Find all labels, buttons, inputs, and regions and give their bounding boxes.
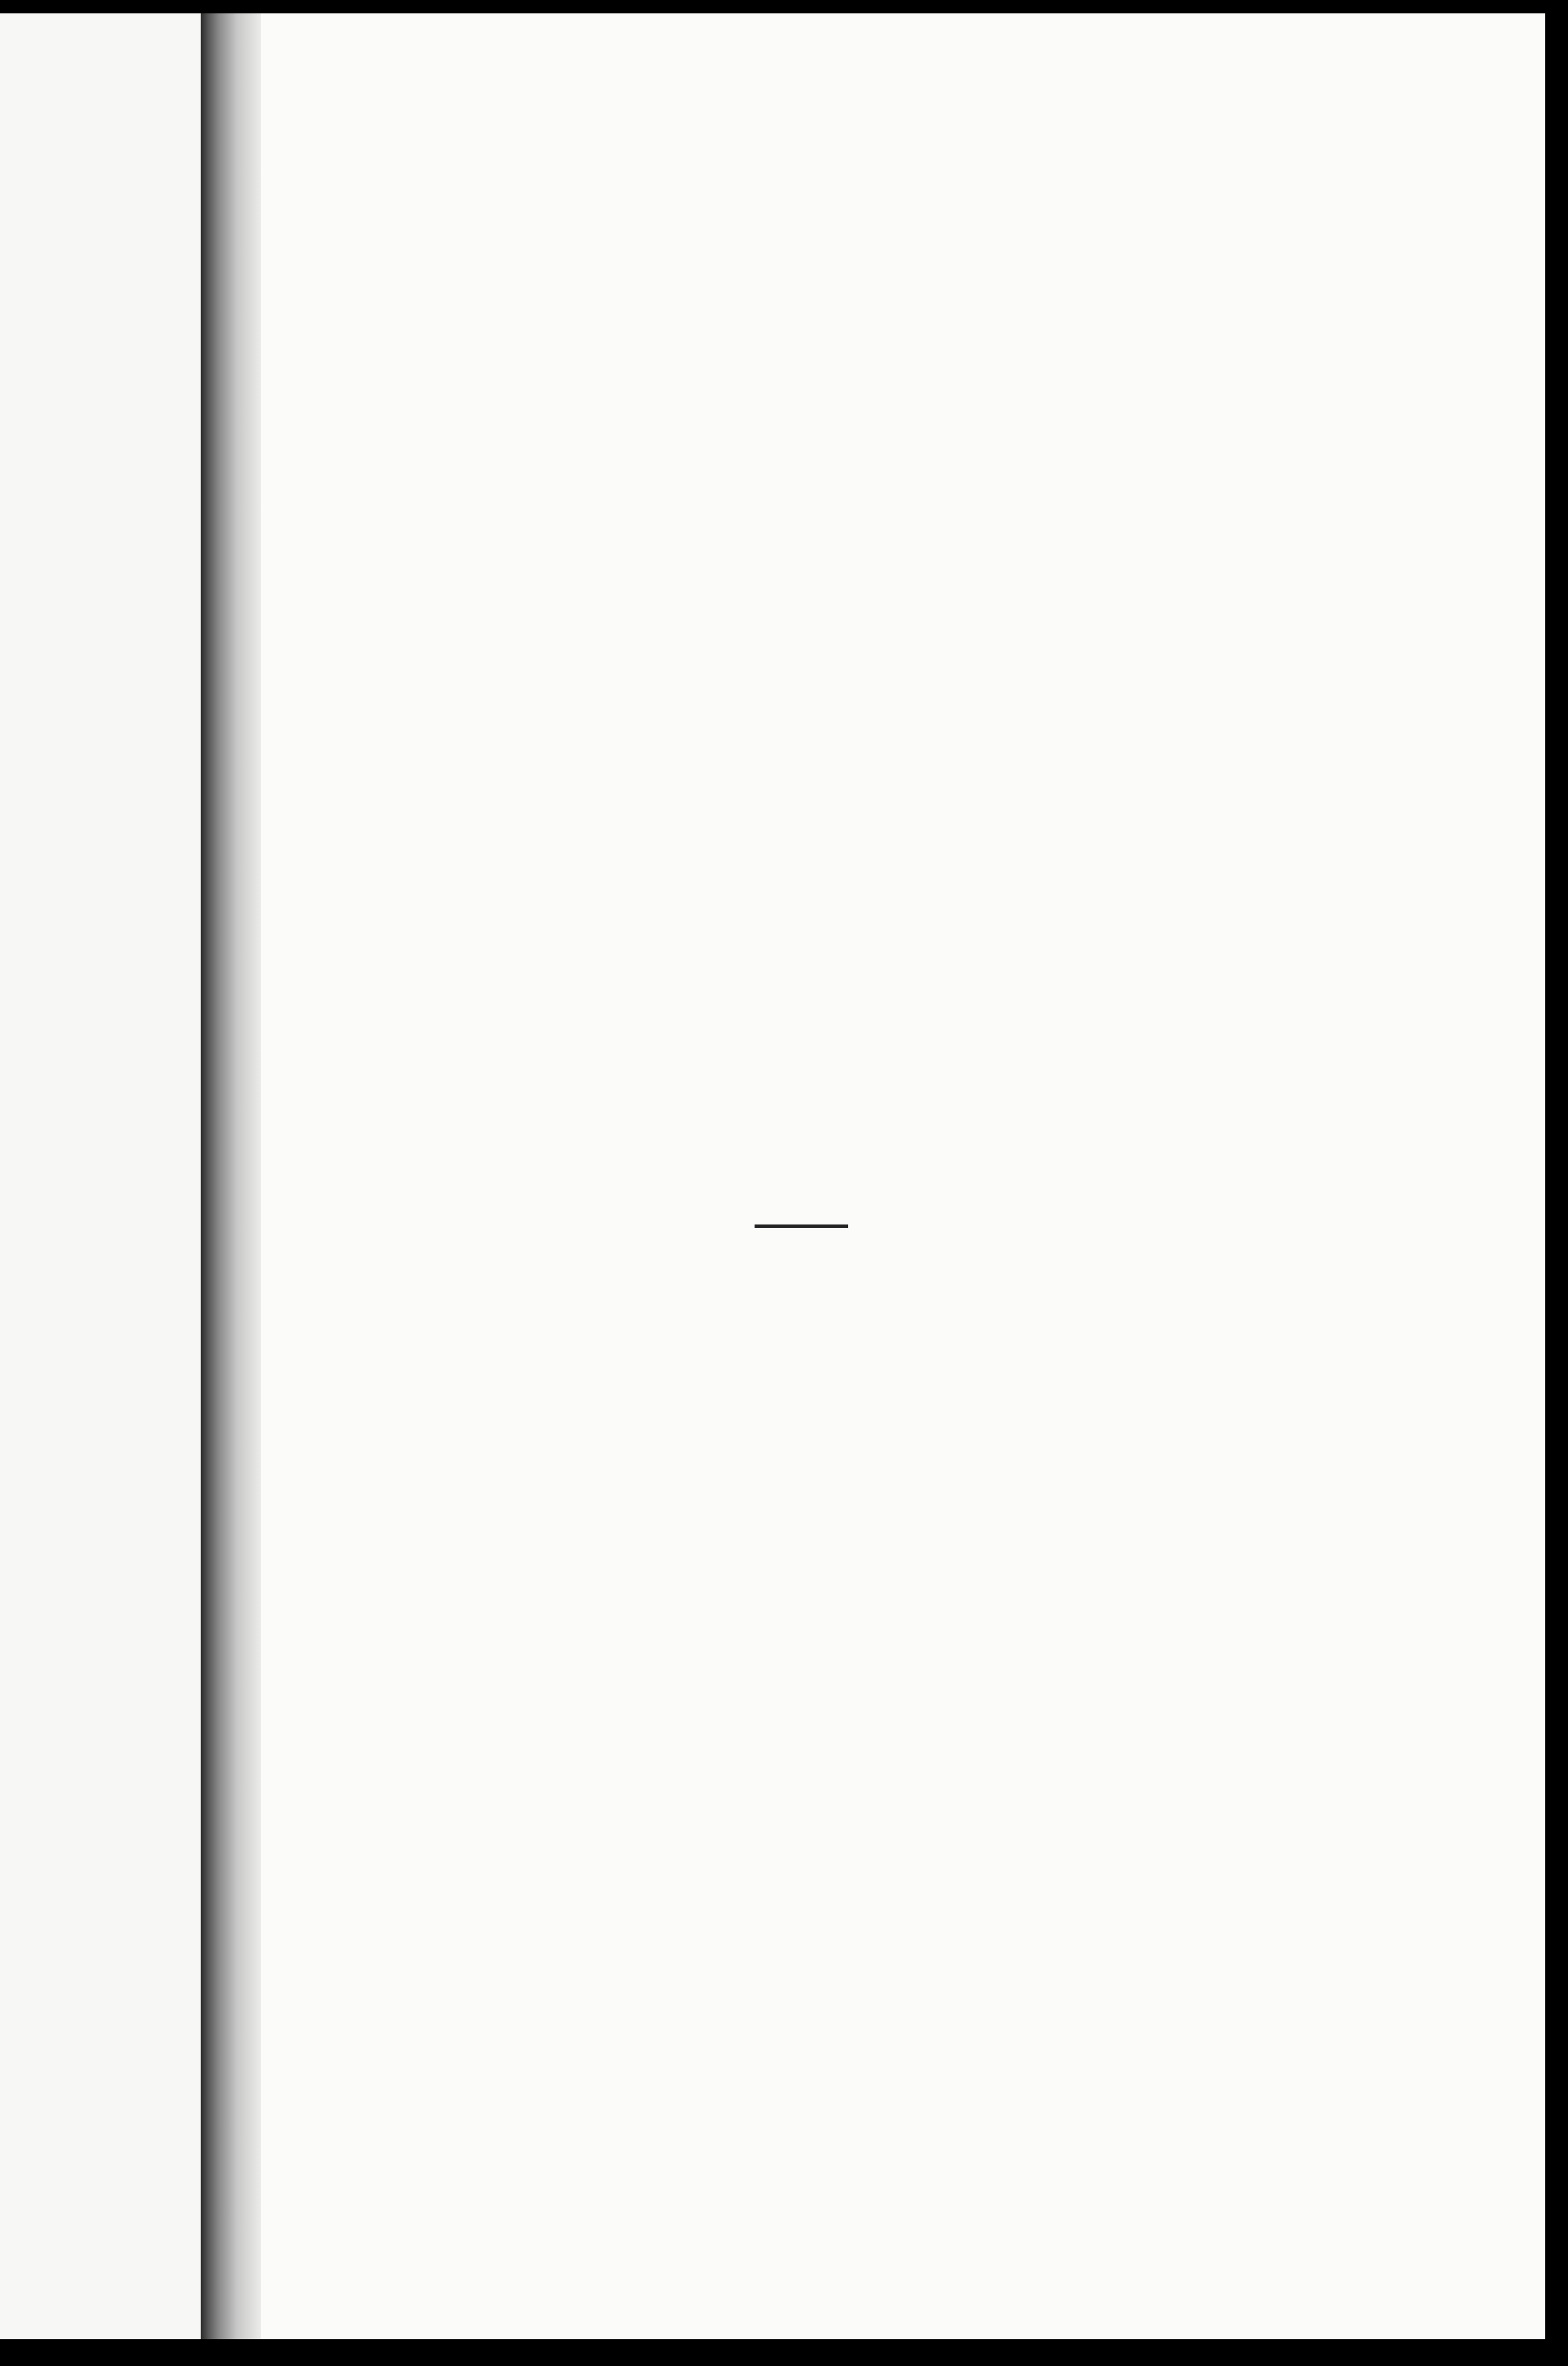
section-divider: [755, 1224, 848, 1228]
current-page: [261, 13, 1545, 2339]
book-gutter: [201, 13, 261, 2339]
previous-page-fragment: [0, 13, 201, 2339]
